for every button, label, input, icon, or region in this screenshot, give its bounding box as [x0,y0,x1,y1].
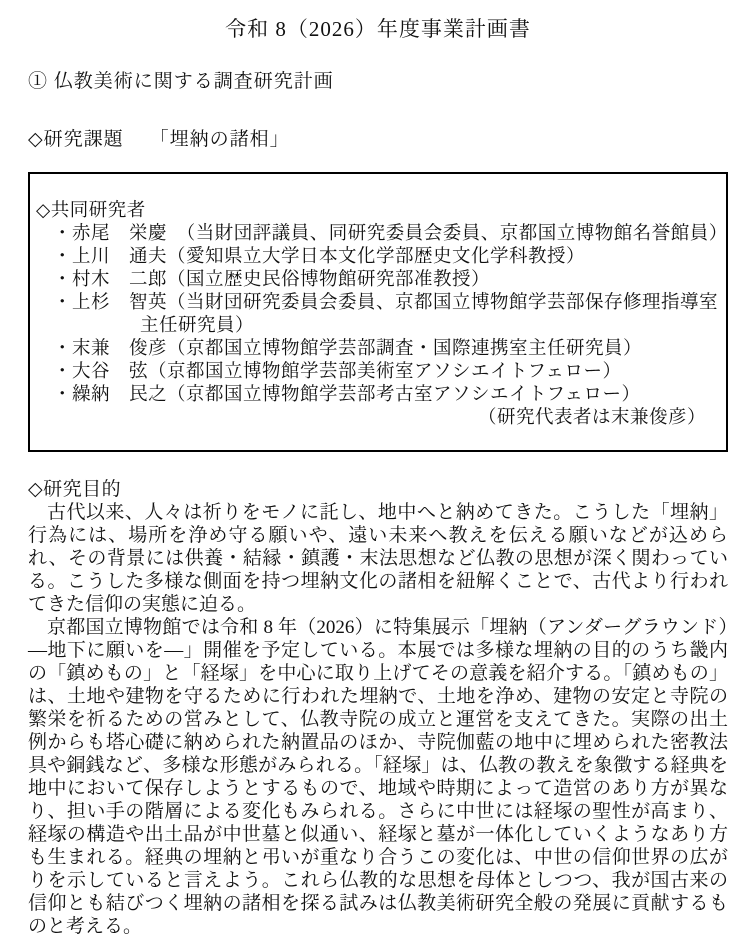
researcher-entry-uesugi-line2: 主任研究員） [140,316,255,336]
researchers-list [53,223,728,407]
collaborators-box [28,172,728,452]
research-topic-label: ◇研究課題 [28,129,124,150]
researcher-entry-uesugi [53,292,718,338]
researcher-entry-suekane: ・末兼 俊彦（京都国立博物館学芸部調査・国際連携室主任研究員） [53,339,643,359]
researcher-entry-kamikawa: ・上川 通夫（愛知県立大学日本文化学部歴史文化学科教授） [53,247,586,267]
researcher-entry-akao: ・赤尾 栄慶 （当財団評議員、同研究委員会委員、京都国立博物館名誉館員） [53,224,728,244]
researcher-entry-muraki: ・村木 二郎（国立歴史民俗博物館研究部准教授） [53,270,491,290]
researcher-entry-otani: ・大谷 弦（京都国立博物館学芸部美術室アソシエイトフェロー） [53,362,622,382]
research-purpose-paragraph-2: 京都国立博物館では令和 8 年（2026）に特集展示「埋納（アンダーグラウンド）―地下に願いを―」開催を予定している。本展では多様な埋納の目的のうち畿内の「鎮めもの」と「経塚」を中心に取り上げてその意義を紹介する。「鎮めもの」は、土地や建物を守るために行われた埋納で、土地を浄め、建物の安定と寺院の繁栄を祈るための営みとして、仏教寺院の成立と運営を支えてきた。実際の出土例からも塔心礎に納められた納置品のほか、寺院伽藍の地中に埋められた密教法具や銅銭など、多様な形態がみられる。「経塚」は、仏教の教えを象徴する経典を地中において保存しようとするもので、地域や時期によって造営のあり方が異なり、担い手の階層による変化もみられる。さらに中世には経塚の聖性が高まり、経塚の構造や出土品が中世墓と似通い、経塚と墓が一体化していくようなあり方も生まれる。経典の埋納と弔いが重なり合うこの変化は、中世の信仰世界の広がりを示していると言えよう。これら仏教的な思想を母体としつつ、我が国古来の信仰とも結びつく埋納の諸相を探る試みは仏教美術研究全般の発展に貢献するものと考える。 [28,617,728,937]
representative-note: （研究代表者は末兼俊彦） [477,408,706,428]
researcher-entry-kurino: ・繰納 民之（京都国立博物館学芸部考古室アソシエイトフェロー） [53,385,641,405]
document-title: 令和 8（2026）年度事業計画書 [225,17,531,41]
research-topic-value: 「埋納の諸相」 [149,129,290,150]
section-1-heading: ① 仏教美術に関する調査研究計画 [28,71,334,92]
research-topic-line [28,128,728,151]
collaborators-heading: ◇共同研究者 [36,201,146,221]
research-purpose-heading: ◇研究目的 [28,479,122,500]
research-purpose-paragraph-1: 古代以来、人々は祈りをモノに託し、地中へと納めてきた。こうした「埋納」行為には、場所を浄め守る願いや、遠い未来へ教えを伝える願いなどが込められ、その背景には供養・結縁・鎮護・末法思想など仏教の思想が深く関わっている。こうした多様な側面を持つ埋納文化の諸相を紐解くことで、古代より行われてきた信仰の実態に迫る。 [28,502,728,615]
researcher-entry-uesugi-line1: ・上杉 智英（当財団研究委員会委員、京都国立博物館学芸部保存修理指導室 [53,293,719,313]
